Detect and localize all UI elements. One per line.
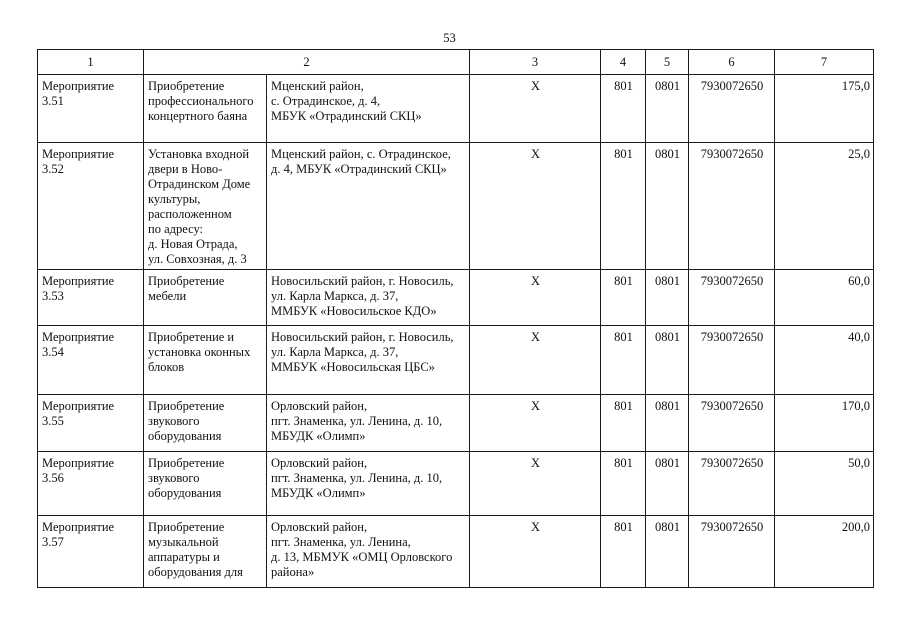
measure-name: Приобретение звукового оборудования — [144, 395, 267, 452]
measure-id: Мероприятие 3.57 — [38, 516, 144, 588]
target-code: 7930072650 — [689, 75, 775, 143]
measure-name: Приобретение мебели — [144, 270, 267, 326]
col-header-1: 1 — [38, 50, 144, 75]
amount: 200,0 — [775, 516, 874, 588]
measure-id: Мероприятие 3.54 — [38, 326, 144, 395]
target-code: 7930072650 — [689, 326, 775, 395]
measure-id: Мероприятие 3.52 — [38, 143, 144, 270]
measure-name: Приобретение профессионального концертного баяна — [144, 75, 267, 143]
mark-cell: Х — [470, 75, 601, 143]
measure-address: Орловский район, пгт. Знаменка, ул. Ленина, д. 10, МБУДК «Олимп» — [267, 395, 470, 452]
table-row — [38, 516, 874, 588]
col-header-4: 4 — [601, 50, 646, 75]
measure-address: Новосильский район, г. Новосиль, ул. Карла Маркса, д. 37, ММБУК «Новосильское КДО» — [267, 270, 470, 326]
measure-name: Приобретение и установка оконных блоков — [144, 326, 267, 395]
mark-cell: Х — [470, 326, 601, 395]
table-row — [38, 270, 874, 326]
measure-name: Установка входной двери в Ново- Отрадинском Доме культуры, расположенном по адресу: д. Новая Отрада, ул. Совхозная, д. 3 — [144, 143, 267, 270]
code-0801: 0801 — [646, 326, 689, 395]
amount: 170,0 — [775, 395, 874, 452]
measure-address: Орловский район, пгт. Знаменка, ул. Ленина, д. 10, МБУДК «Олимп» — [267, 452, 470, 516]
code-0801: 0801 — [646, 395, 689, 452]
mark-cell: Х — [470, 143, 601, 270]
table-row — [38, 395, 874, 452]
mark-cell: Х — [470, 452, 601, 516]
header-row — [38, 50, 874, 75]
code-0801: 0801 — [646, 75, 689, 143]
measure-id: Мероприятие 3.53 — [38, 270, 144, 326]
amount: 40,0 — [775, 326, 874, 395]
col-header-7: 7 — [775, 50, 874, 75]
col-header-5: 5 — [646, 50, 689, 75]
measure-address: Мценский район, с. Отрадинское, д. 4, МБУК «Отрадинский СКЦ» — [267, 75, 470, 143]
mark-cell: Х — [470, 395, 601, 452]
measure-address: Орловский район, пгт. Знаменка, ул. Ленина, д. 13, МБМУК «ОМЦ Орловского района» — [267, 516, 470, 588]
code-0801: 0801 — [646, 270, 689, 326]
table-row — [38, 75, 874, 143]
target-code: 7930072650 — [689, 143, 775, 270]
measure-address: Новосильский район, г. Новосиль, ул. Карла Маркса, д. 37, ММБУК «Новосильская ЦБС» — [267, 326, 470, 395]
measure-id: Мероприятие 3.55 — [38, 395, 144, 452]
measure-name: Приобретение музыкальной аппаратуры и оборудования для — [144, 516, 267, 588]
amount: 25,0 — [775, 143, 874, 270]
target-code: 7930072650 — [689, 395, 775, 452]
measure-id: Мероприятие 3.51 — [38, 75, 144, 143]
amount: 50,0 — [775, 452, 874, 516]
col-header-6: 6 — [689, 50, 775, 75]
code-801: 801 — [601, 326, 646, 395]
table-row — [38, 143, 874, 270]
target-code: 7930072650 — [689, 270, 775, 326]
code-801: 801 — [601, 452, 646, 516]
table-row — [38, 326, 874, 395]
measure-name: Приобретение звукового оборудования — [144, 452, 267, 516]
target-code: 7930072650 — [689, 516, 775, 588]
code-0801: 0801 — [646, 452, 689, 516]
page-number: 53 — [443, 31, 456, 45]
code-0801: 0801 — [646, 516, 689, 588]
code-801: 801 — [601, 75, 646, 143]
code-0801: 0801 — [646, 143, 689, 270]
table-row — [38, 452, 874, 516]
code-801: 801 — [601, 395, 646, 452]
col-header-3: 3 — [470, 50, 601, 75]
col-header-2: 2 — [144, 50, 470, 75]
code-801: 801 — [601, 516, 646, 588]
target-code: 7930072650 — [689, 452, 775, 516]
code-801: 801 — [601, 143, 646, 270]
amount: 60,0 — [775, 270, 874, 326]
amount: 175,0 — [775, 75, 874, 143]
budget-table — [37, 49, 874, 588]
mark-cell: Х — [470, 516, 601, 588]
mark-cell: Х — [470, 270, 601, 326]
measure-id: Мероприятие 3.56 — [38, 452, 144, 516]
measure-address: Мценский район, с. Отрадинское, д. 4, МБУК «Отрадинский СКЦ» — [267, 143, 470, 270]
code-801: 801 — [601, 270, 646, 326]
